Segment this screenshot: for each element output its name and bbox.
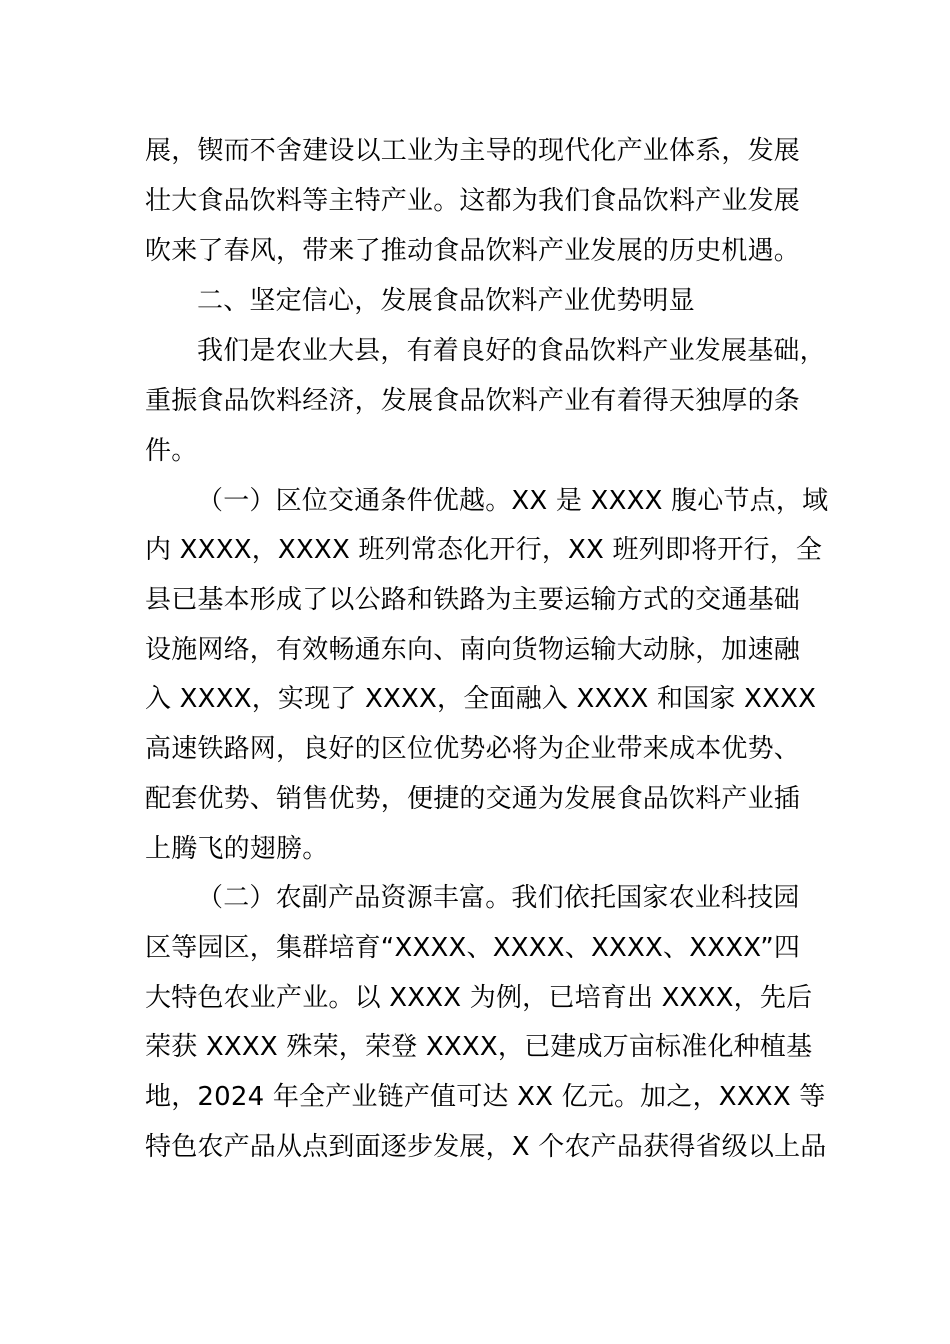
paragraph-line: 上腾飞的翅膀。 — [145, 834, 329, 864]
paragraph-line: 设施网络，有效畅通东向、南向货物运输大动脉，加速融 — [145, 635, 801, 665]
paragraph-line: 特色农产品从点到面逐步发展，X 个农产品获得省级以上品 — [145, 1132, 827, 1162]
paragraph-line: 件。 — [145, 436, 198, 466]
paragraph-line: （二）农副产品资源丰富。我们依托国家农业科技园 — [197, 883, 800, 913]
paragraph-line: 荣获 XXXX 殊荣，荣登 XXXX，已建成万亩标准化种植基 — [145, 1032, 813, 1062]
paragraph-line: 重振食品饮料经济，发展食品饮料产业有着得天独厚的条 — [145, 386, 801, 416]
paragraph-line: 入 XXXX，实现了 XXXX，全面融入 XXXX 和国家 XXXX — [145, 684, 817, 714]
paragraph-line: 展，锲而不舍建设以工业为主导的现代化产业体系，发展 — [145, 136, 801, 166]
paragraph-line: 大特色农业产业。以 XXXX 为例，已培育出 XXXX，先后 — [145, 983, 813, 1013]
paragraph-line: 配套优势、销售优势，便捷的交通为发展食品饮料产业插 — [145, 784, 801, 814]
paragraph-line: 区等园区，集群培育“XXXX、XXXX、XXXX、XXXX”四 — [145, 933, 801, 963]
paragraph-line: 我们是农业大县，有着良好的食品饮料产业发展基础， — [197, 336, 826, 366]
paragraph-line: 内 XXXX，XXXX 班列常态化开行，XX 班列即将开行，全 — [145, 535, 823, 565]
paragraph-line: 县已基本形成了以公路和铁路为主要运输方式的交通基础 — [145, 585, 801, 615]
paragraph-line: 地，2024 年全产业链产值可达 XX 亿元。加之，XXXX 等 — [145, 1082, 826, 1112]
section-heading: 二、坚定信心，发展食品饮料产业优势明显 — [197, 286, 695, 316]
paragraph-line: （一）区位交通条件优越。XX 是 XXXX 腹心节点，域 — [197, 486, 829, 516]
paragraph-line: 吹来了春风，带来了推动食品饮料产业发展的历史机遇。 — [145, 236, 801, 266]
paragraph-line: 壮大食品饮料等主特产业。这都为我们食品饮料产业发展 — [145, 186, 801, 216]
paragraph-line: 高速铁路网，良好的区位优势必将为企业带来成本优势、 — [145, 734, 801, 764]
